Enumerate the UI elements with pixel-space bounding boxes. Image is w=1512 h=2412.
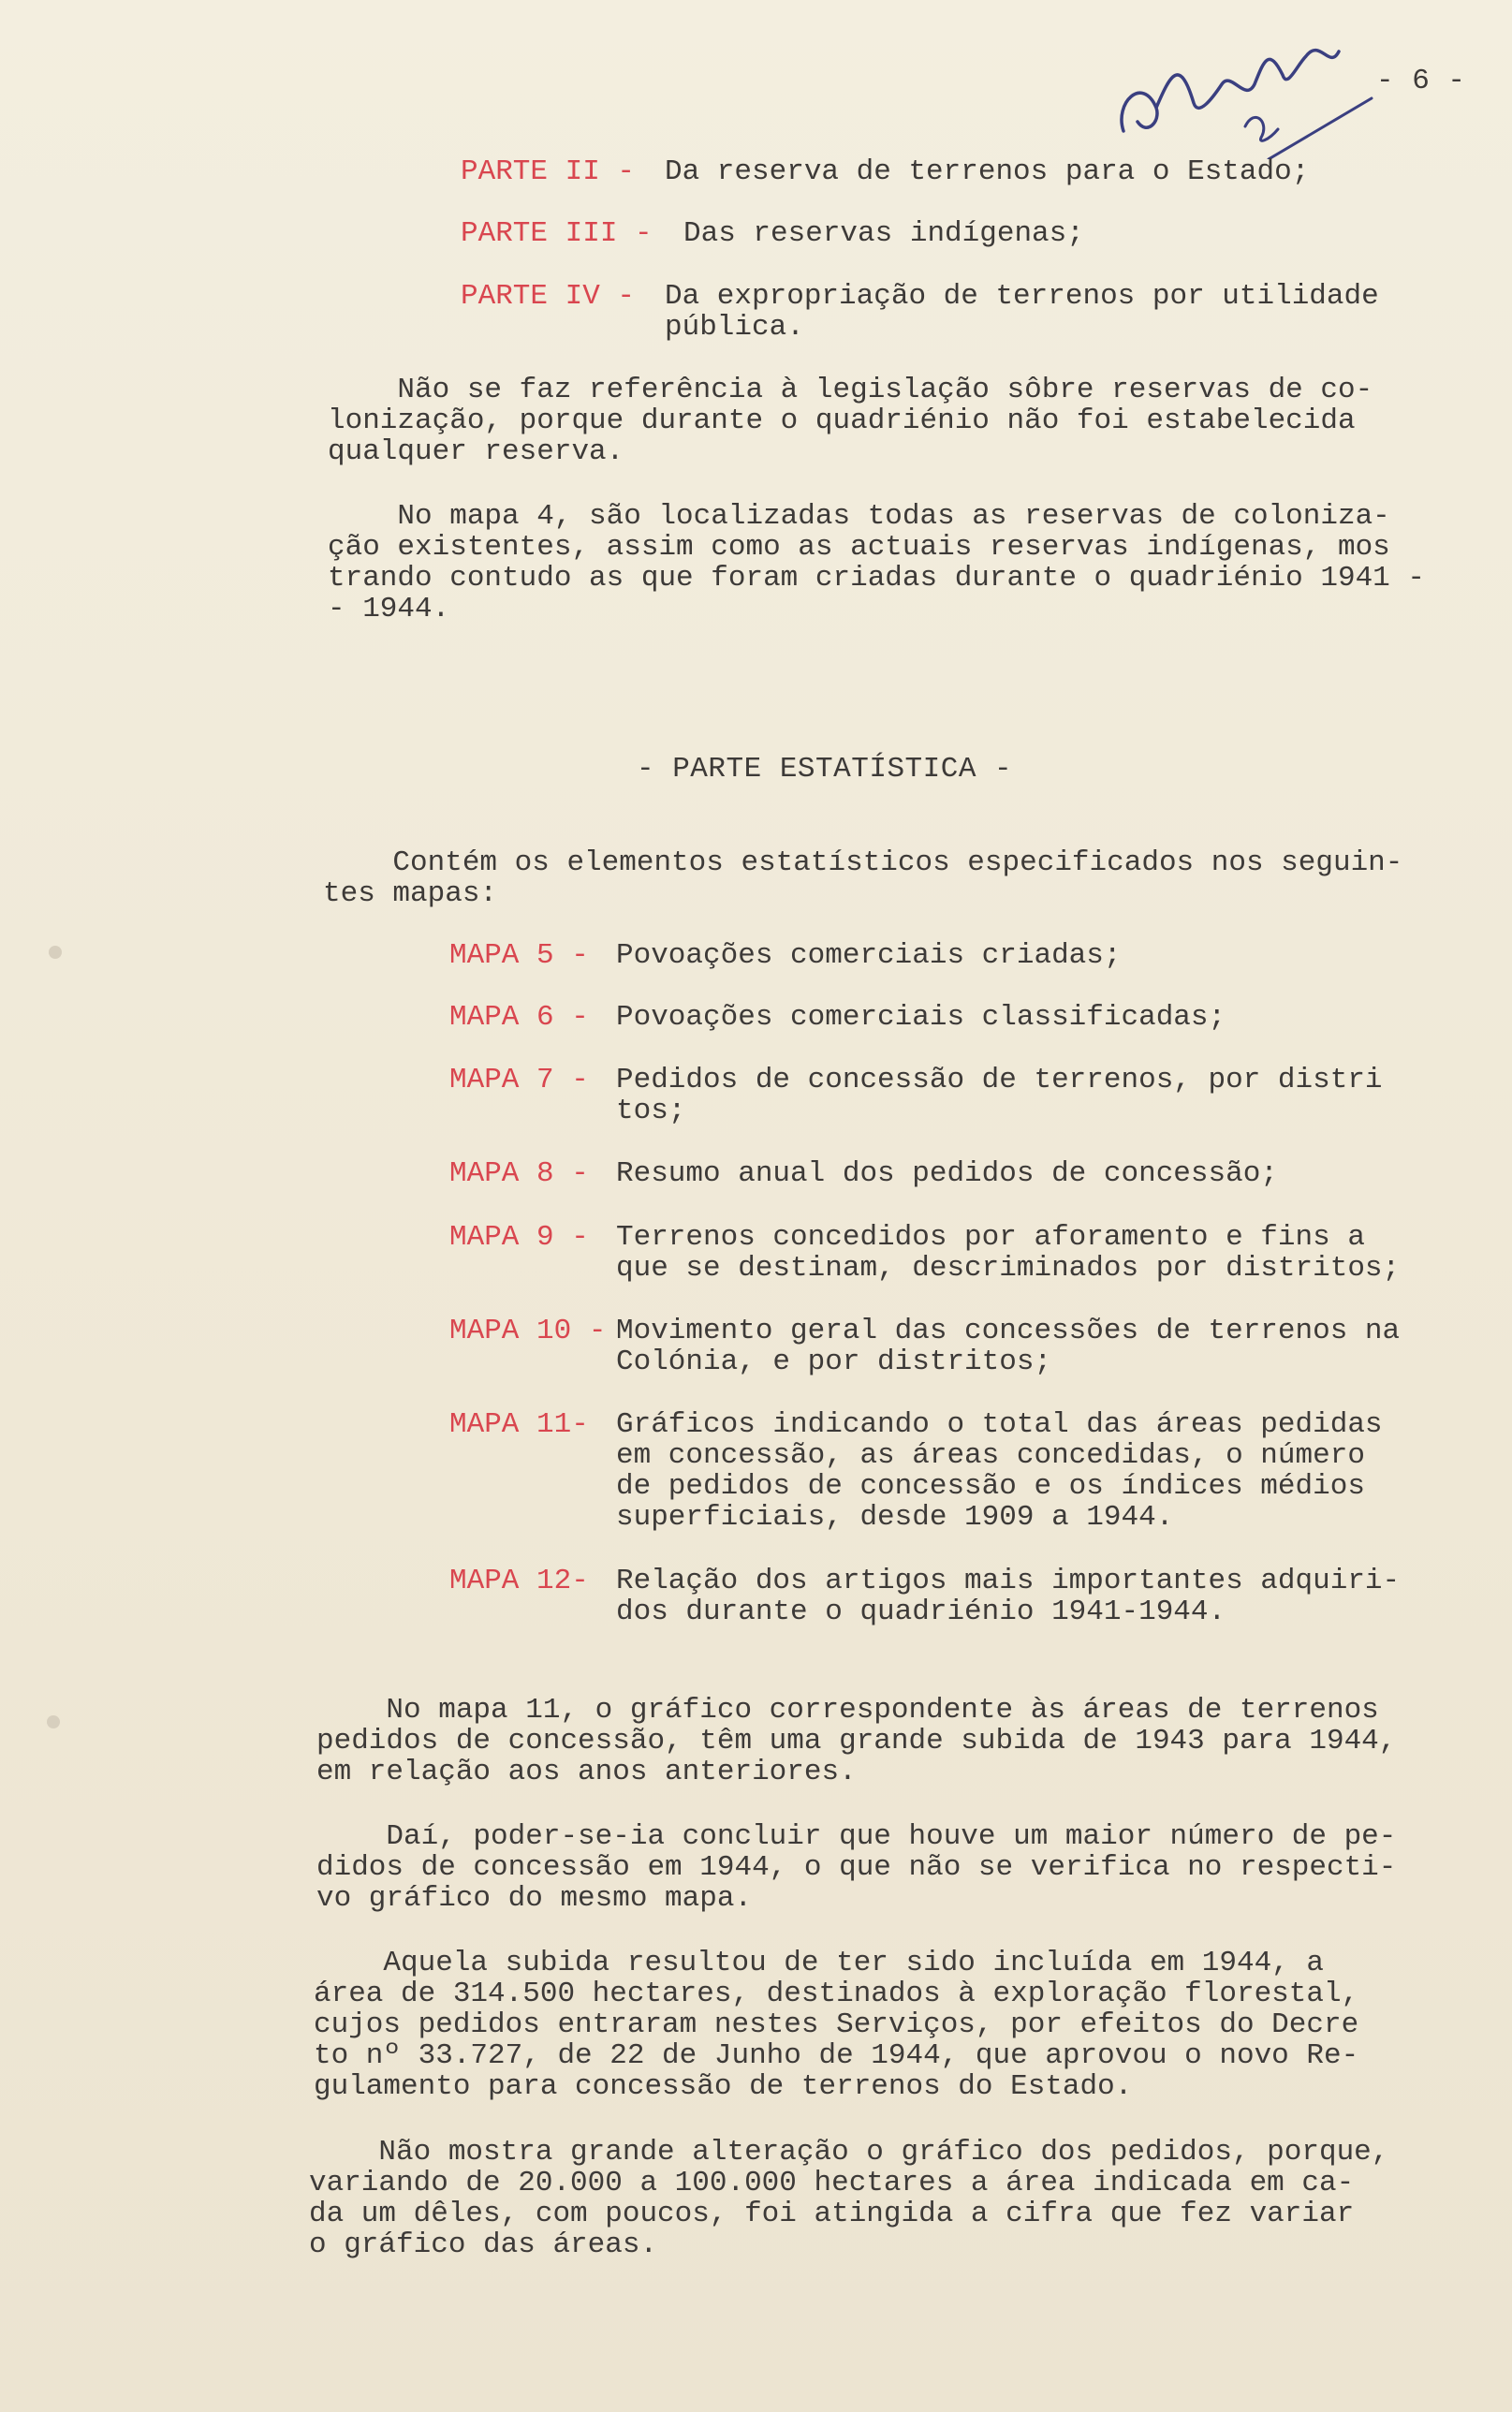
parte-label: PARTE IV - <box>461 280 636 313</box>
mapa-label: MAPA 9 - <box>449 1221 589 1254</box>
mapa-description: Movimento geral das concessões de terrenos na Colónia, e por distritos; <box>616 1315 1401 1378</box>
paragraph-mapa-11: No mapa 11, o gráfico correspondente às áreas de terrenos pedidos de concessão, têm uma grande subida de 1943 para 1944, em relação aos anos anteriores. <box>316 1694 1397 1788</box>
mapa-description: Relação dos artigos mais importantes adquiri- dos durante o quadriénio 1941-1944. <box>616 1565 1401 1628</box>
mapa-label: MAPA 5 - <box>449 939 589 972</box>
parte-label: PARTE III - <box>461 217 653 250</box>
paragraph-nao-mostra: Não mostra grande alteração o gráfico dos pedidos, porque, variando de 20.000 a 100.000 hectares a área indicada em ca- da um dêles, com poucos, foi atingida a cifra que fez variar o gráfico das áreas. <box>309 2136 1389 2261</box>
mapa-label: MAPA 8 - <box>449 1157 589 1190</box>
paragraph-dai: Daí, poder-se-ia concluir que houve um maior número de pe- didos de concessão em 1944, o que não se verifica no respecti- vo gráfico do mesmo mapa. <box>316 1820 1397 1915</box>
parte-label: PARTE II - <box>461 155 636 188</box>
section-heading: - PARTE ESTATÍSTICA - <box>637 753 1013 786</box>
mapa-description: Povoações comerciais classificadas; <box>616 1001 1226 1034</box>
mapa-label: MAPA 7 - <box>449 1064 589 1096</box>
mapa-description: Gráficos indicando o total das áreas pedidas em concessão, as áreas concedidas, o número de pedidos de concessão e os índices médios superficiais, desde 1909 a 1944. <box>616 1408 1383 1534</box>
handwritten-signature <box>1105 19 1376 159</box>
mapa-description: Povoações comerciais criadas; <box>616 939 1122 972</box>
mapa-label: MAPA 10 - <box>449 1315 607 1347</box>
mapa-label: MAPA 11- <box>449 1408 589 1441</box>
mapa-description: Resumo anual dos pedidos de concessão; <box>616 1157 1278 1190</box>
page-number: - 6 - <box>1376 65 1466 97</box>
punch-hole <box>47 1715 60 1728</box>
mapa-label: MAPA 12- <box>449 1565 589 1597</box>
parte-description: Da reserva de terrenos para o Estado; <box>665 155 1310 188</box>
punch-hole <box>49 946 62 959</box>
mapa-label: MAPA 6 - <box>449 1001 589 1034</box>
paragraph-contem: Contém os elementos estatísticos especificados nos seguin- tes mapas: <box>323 846 1403 910</box>
mapa-description: Terrenos concedidos por aforamento e fins a que se destinam, descriminados por distritos; <box>616 1221 1401 1285</box>
paragraph-mapa-4: No mapa 4, são localizadas todas as reservas de coloniza- ção existentes, assim como as actuais reservas indígenas, mos trando contudo as que foram criadas durante o quadriénio 1941 - - 1944. <box>328 500 1425 625</box>
parte-description: Das reservas indígenas; <box>683 217 1084 250</box>
parte-description: Da expropriação de terrenos por utilidade pública. <box>665 280 1379 344</box>
mapa-description: Pedidos de concessão de terrenos, por distri tos; <box>616 1064 1383 1127</box>
paragraph-aquela-subida: Aquela subida resultou de ter sido incluída em 1944, a área de 314.500 hectares, destinados à exploração florestal, cujos pedidos entraram nestes Serviços, por efeitos do Decre to nº 33.727, de 22 de Junho de 1944, que aprovou o novo Re- gulamento para concessão de terrenos do Estado. <box>314 1947 1359 2103</box>
paragraph-legislacao: Não se faz referência à legislação sôbre reservas de co- lonização, porque durante o quadriénio não foi estabelecida qualquer reserva. <box>328 374 1373 468</box>
